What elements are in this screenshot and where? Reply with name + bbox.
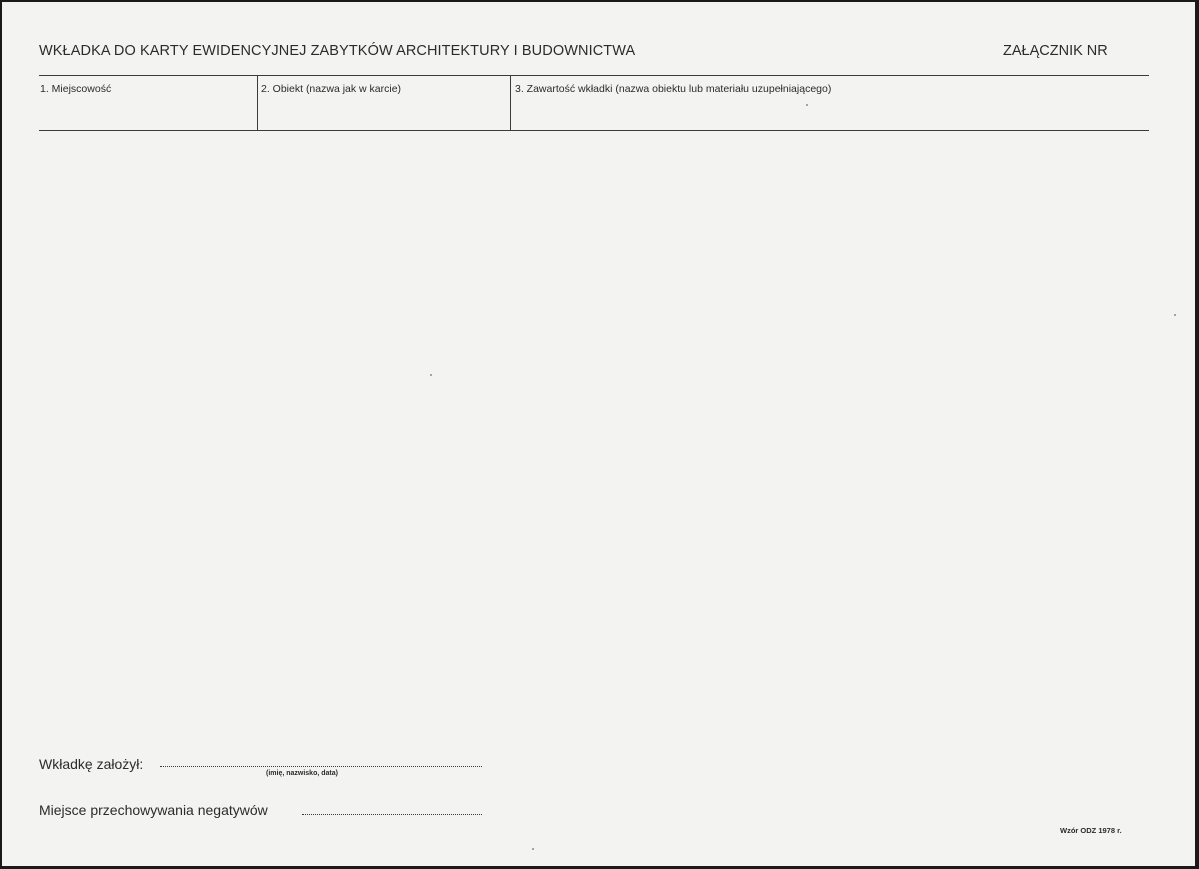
created-by-label: Wkładkę założył: (39, 756, 144, 772)
document-insert-card (2, 2, 1195, 866)
created-by-line (160, 766, 482, 767)
table-top-rule (39, 75, 1149, 76)
column-divider (257, 76, 258, 130)
paper-speck (1174, 314, 1176, 316)
annex-number-label: ZAŁĄCZNIK NR (1003, 43, 1108, 59)
negatives-storage-line (302, 814, 482, 815)
table-bottom-rule (39, 130, 1149, 131)
paper-speck (430, 374, 432, 376)
created-by-hint: (imię, nazwisko, data) (266, 770, 338, 777)
field-object-label: 2. Obiekt (nazwa jak w karcie) (261, 83, 402, 95)
document-title: WKŁADKA DO KARTY EWIDENCYJNEJ ZABYTKÓW ARCHITEKTURY I BUDOWNICTWA (39, 43, 636, 59)
field-locality-label: 1. Miejscowość (40, 83, 112, 95)
field-content-label: 3. Zawartość wkładki (nazwa obiektu lub materiału uzupełniającego) (515, 83, 832, 95)
negatives-storage-label: Miejsce przechowywania negatywów (39, 802, 268, 818)
form-version-note: Wzór ODZ 1978 r. (1060, 826, 1122, 835)
paper-speck (532, 848, 534, 850)
column-divider (510, 76, 511, 130)
paper-speck (806, 104, 808, 106)
